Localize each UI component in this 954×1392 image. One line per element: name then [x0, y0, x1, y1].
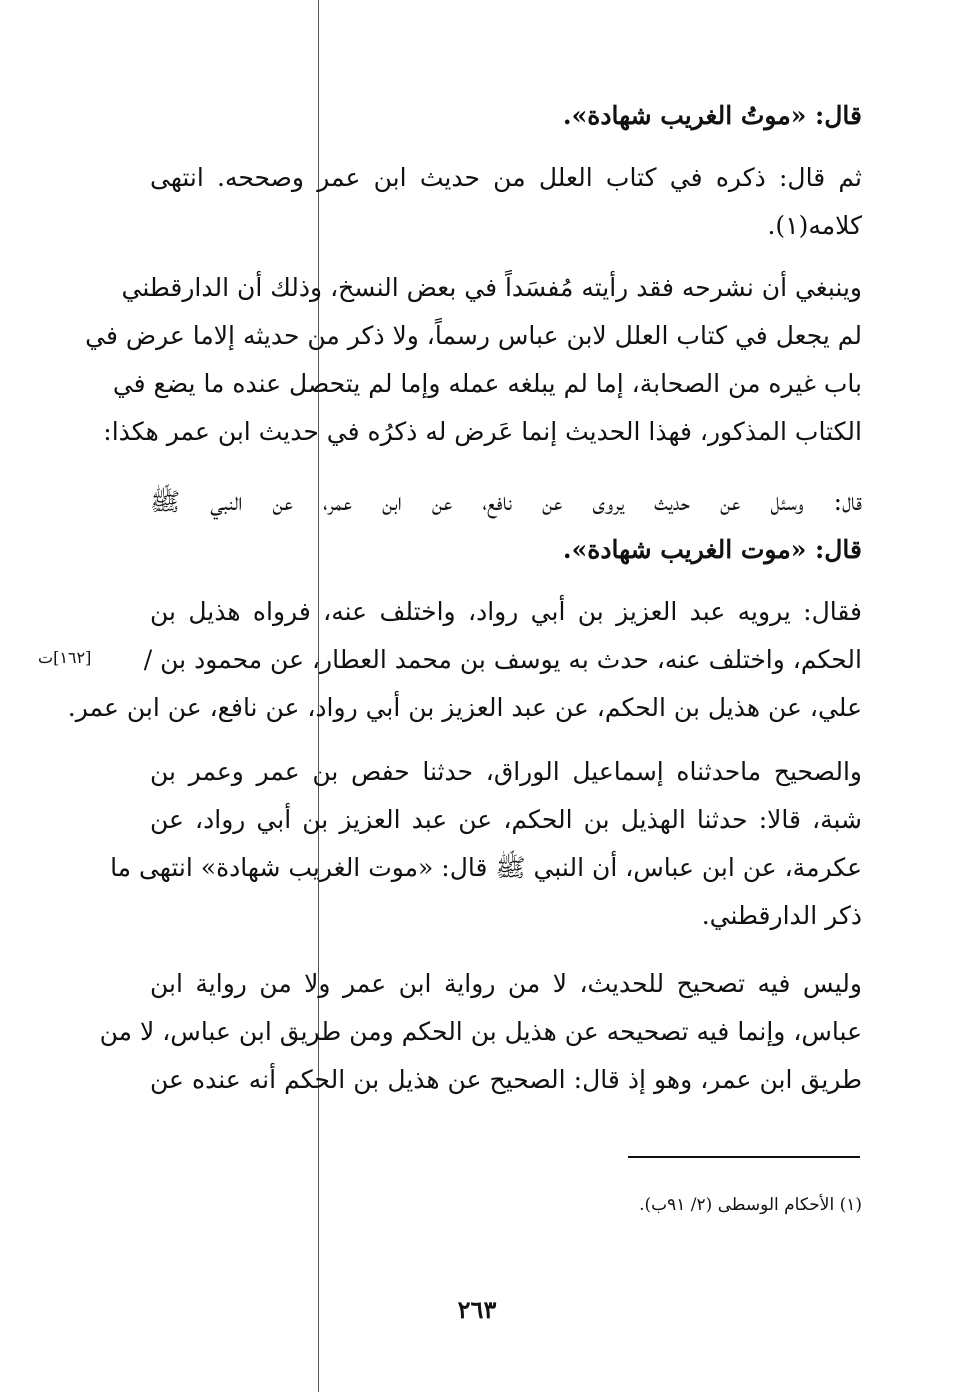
- paragraph-4: [150, 478, 862, 574]
- paragraph-3: [85, 264, 862, 456]
- text-line: وليس فيه تصحيح للحديث، لا من رواية ابن عمر ولا من رواية ابن: [150, 969, 862, 998]
- text-line: شبة، قالا: حدثنا الهذيل بن الحكم، عن عبد العزيز بن أبي رواد، عن: [150, 805, 862, 834]
- page-number: ٢٦٣: [457, 1295, 497, 1324]
- text-line: الحكم، واختلف عنه، حدث به يوسف بن محمد العطار، عن محمود بن /: [143, 645, 862, 674]
- text-line: قال: وسئل عن حديث يروى عن نافع، عن ابن عمر، عن النبي ﷺ: [150, 487, 862, 516]
- text-line: علي، عن هذيل بن الحكم، عن عبد العزيز بن أبي رواد، عن نافع، عن ابن عمر.: [67, 693, 862, 722]
- margin-note: [١٦٢]ت: [38, 648, 92, 667]
- text-line: باب غيره من الصحابة، إما لم يبلغه عمله وإما لم يتحصل عنده ما يضع في: [112, 369, 862, 398]
- text-line: الكتاب المذكور، فهذا الحديث إنما عَرض له ذكرُه في حديث ابن عمر هكذا:: [103, 417, 862, 446]
- text-line: قال: «موتُ الغريب شهادة».: [562, 101, 862, 130]
- text-line: والصحيح ماحدثناه إسماعيل الوراق، حدثنا حفص بن عمر وعمر بن: [150, 757, 862, 786]
- paragraph-1: [150, 92, 862, 140]
- text-line: عباس، وإنما فيه تصحيحه عن هذيل بن الحكم ومن طريق ابن عباس، لا من: [99, 1017, 862, 1046]
- text-line: فقال: يرويه عبد العزيز بن أبي رواد، واختلف عنه، فرواه هذيل بن: [150, 597, 862, 626]
- text-line: قال: «موت الغريب شهادة».: [562, 535, 862, 564]
- footnote: (١) الأحكام الوسطى (٢/ ٩١ب).: [639, 1195, 862, 1215]
- paragraph-2: [150, 154, 862, 250]
- paragraph-7: [99, 960, 862, 1104]
- text-line: ذكر الدارقطني.: [701, 901, 862, 930]
- text-line: طريق ابن عمر، وهو إذ قال: الصحيح عن هذيل بن الحكم أنه عنده عن: [150, 1065, 862, 1094]
- text-line: لم يجعل في كتاب العلل لابن عباس رسماً، ولا ذكر من حديثه إلاما عرض في: [85, 321, 862, 350]
- text-line: وينبغي أن نشرحه فقد رأيته مُفسَداً في بعض النسخ، وذلك أن الدارقطني: [121, 273, 862, 302]
- paragraph-5: [67, 588, 862, 732]
- paragraph-6: [110, 748, 862, 940]
- text-line: عكرمة، عن ابن عباس، أن النبي ﷺ قال: «موت الغريب شهادة» انتهى ما: [110, 853, 862, 882]
- text-line: كلامه(١).: [767, 211, 862, 240]
- text-line: ثم قال: ذكره في كتاب العلل من حديث ابن عمر وصححه. انتهى: [150, 163, 862, 192]
- footnote-rule: [628, 1156, 860, 1158]
